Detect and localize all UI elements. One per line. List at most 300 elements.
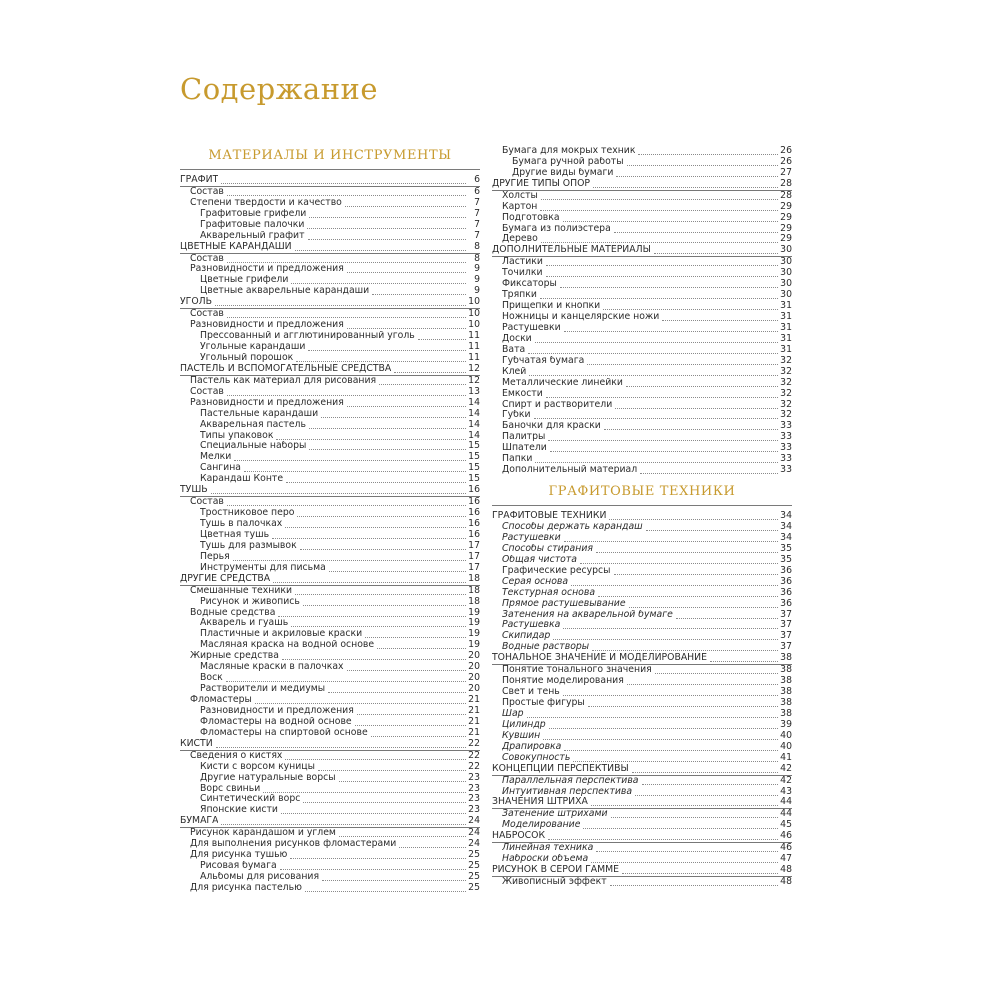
toc-chapter-entry <box>492 764 792 776</box>
toc-entry <box>492 301 792 312</box>
toc-entry-label: НАБРОСОК <box>492 831 546 842</box>
toc-leader-dots <box>614 574 778 575</box>
toc-leader-dots <box>563 628 778 629</box>
toc-leader-dots <box>276 439 466 440</box>
toc-leader-dots <box>227 317 466 318</box>
toc-entry <box>492 610 792 621</box>
toc-leader-dots <box>603 309 778 310</box>
toc-leader-dots <box>549 728 778 729</box>
toc-list-right-a <box>492 146 792 476</box>
toc-entry <box>180 209 480 220</box>
toc-entry <box>180 275 480 286</box>
toc-entry-page: 15 <box>468 473 480 485</box>
toc-leader-dots <box>290 858 466 859</box>
toc-entry-label: Состав <box>190 186 224 197</box>
toc-entry <box>492 742 792 753</box>
toc-entry-page: 19 <box>468 628 480 640</box>
toc-leader-dots <box>371 736 466 737</box>
toc-entry-page: 36 <box>780 564 792 576</box>
toc-entry <box>492 465 792 476</box>
toc-entry-page: 23 <box>468 804 480 816</box>
toc-entry-label: Прямое растушевывание <box>502 598 626 609</box>
toc-entry-page: 11 <box>468 330 480 342</box>
toc-entry-page: 12 <box>468 362 480 374</box>
toc-entry <box>492 854 792 865</box>
toc-entry-page: 25 <box>468 881 480 893</box>
toc-entry <box>492 389 792 400</box>
toc-entry-page: 29 <box>780 211 792 223</box>
toc-entry-label: Понятие моделирования <box>502 676 624 687</box>
toc-entry-page: 19 <box>468 606 480 618</box>
toc-entry-page: 18 <box>468 595 480 607</box>
toc-entry-page: 10 <box>468 296 480 308</box>
toc-entry-label: Другие натуральные ворсы <box>200 772 336 783</box>
toc-entry-label: Прищепки и кнопки <box>502 301 601 312</box>
toc-leader-dots <box>529 375 778 376</box>
toc-entry-label: Сангина <box>200 463 241 474</box>
toc-entry-page: 15 <box>468 462 480 474</box>
toc-entry-page: 41 <box>780 751 792 763</box>
toc-leader-dots <box>662 320 778 321</box>
toc-leader-dots <box>604 429 778 430</box>
toc-entry-page: 43 <box>780 785 792 797</box>
toc-entry <box>180 541 480 552</box>
toc-leader-dots <box>285 527 466 528</box>
toc-entry <box>492 687 792 698</box>
toc-entry-page: 31 <box>780 321 792 333</box>
toc-entry <box>492 334 792 345</box>
toc-leader-dots <box>233 560 466 561</box>
toc-leader-dots <box>541 242 778 243</box>
section-heading-materials: МАТЕРИАЛЫ И ИНСТРУМЕНТЫ <box>180 146 480 170</box>
toc-entry-label: Ножницы и канцелярские ножи <box>502 312 660 323</box>
toc-entry-label: Для рисунка тушью <box>190 850 288 861</box>
toc-chapter-entry <box>180 175 480 187</box>
toc-entry-page: 10 <box>468 319 480 331</box>
toc-entry-page: 8 <box>474 240 480 252</box>
toc-leader-dots <box>211 493 466 494</box>
toc-entry-label: Тростниковое перо <box>200 508 295 519</box>
toc-entry-page: 35 <box>780 542 792 554</box>
toc-leader-dots <box>627 165 778 166</box>
toc-leader-dots <box>638 154 778 155</box>
toc-entry-page: 22 <box>468 737 480 749</box>
toc-leader-dots <box>418 339 466 340</box>
toc-entry <box>180 629 480 640</box>
toc-entry <box>492 443 792 454</box>
toc-entry-page: 16 <box>468 507 480 519</box>
toc-entry-label: Совокупность <box>502 752 571 763</box>
toc-entry <box>492 787 792 798</box>
toc-leader-dots <box>215 305 466 306</box>
toc-entry <box>180 673 480 684</box>
toc-leader-dots <box>655 673 778 674</box>
toc-entry <box>492 378 792 389</box>
toc-entry <box>180 883 480 894</box>
toc-entry-label: Сведения о кистях <box>190 750 283 761</box>
toc-entry-page: 44 <box>780 808 792 820</box>
toc-entry-label: Тушь в палочках <box>200 519 283 530</box>
toc-entry-page: 38 <box>780 686 792 698</box>
toc-entry-label: Альбомы для рисования <box>200 872 320 883</box>
toc-leader-dots <box>548 839 778 840</box>
toc-leader-dots <box>654 253 778 254</box>
toc-entry <box>180 519 480 530</box>
toc-entry-page: 35 <box>780 553 792 565</box>
toc-entry-page: 24 <box>468 815 480 827</box>
toc-entry-page: 32 <box>780 365 792 377</box>
toc-entry-label: УГОЛЬ <box>180 297 213 308</box>
toc-entry <box>180 231 480 242</box>
toc-leader-dots <box>305 891 466 892</box>
toc-entry <box>492 599 792 610</box>
toc-leader-dots <box>592 650 778 651</box>
toc-leader-dots <box>227 195 466 196</box>
toc-entry <box>180 265 480 276</box>
toc-leader-dots <box>365 637 466 638</box>
toc-entry-page: 28 <box>780 177 792 189</box>
toc-chapter-entry <box>492 798 792 810</box>
toc-entry-label: Фломастеры на водной основе <box>200 716 352 727</box>
toc-entry-page: 27 <box>780 166 792 178</box>
toc-entry-page: 37 <box>780 608 792 620</box>
toc-chapter-entry <box>180 242 480 254</box>
toc-entry-label: Рисунок карандашом и углем <box>190 828 336 839</box>
toc-leader-dots <box>234 460 466 461</box>
toc-entry-page: 16 <box>468 518 480 530</box>
toc-entry <box>492 577 792 588</box>
toc-entry <box>180 463 480 474</box>
toc-entry-page: 29 <box>780 233 792 245</box>
toc-entry <box>180 474 480 485</box>
toc-entry <box>180 420 480 431</box>
toc-entry <box>180 608 480 619</box>
toc-entry-page: 20 <box>468 650 480 662</box>
toc-entry-label: Состав <box>190 309 224 320</box>
toc-entry-label: Фиксаторы <box>502 279 557 290</box>
toc-entry <box>180 762 480 773</box>
toc-entry-label: Пластичные и акриловые краски <box>200 629 363 640</box>
toc-entry <box>180 286 480 297</box>
toc-entry-label: КОНЦЕПЦИИ ПЕРСПЕКТИВЫ <box>492 763 629 774</box>
toc-entry-page: 14 <box>468 418 480 430</box>
toc-entry-page: 9 <box>474 285 480 297</box>
toc-entry-label: Параллельная перспектива <box>502 775 639 786</box>
toc-leader-dots <box>616 176 778 177</box>
toc-entry <box>492 588 792 599</box>
toc-entry-page: 47 <box>780 853 792 865</box>
toc-entry <box>180 861 480 872</box>
toc-entry-label: Состав <box>190 386 224 397</box>
toc-leader-dots <box>227 395 466 396</box>
toc-leader-dots <box>394 372 466 373</box>
toc-leader-dots <box>226 681 466 682</box>
toc-leader-dots <box>614 232 778 233</box>
toc-entry-page: 19 <box>468 639 480 651</box>
toc-leader-dots <box>291 283 466 284</box>
toc-leader-dots <box>635 795 778 796</box>
toc-entry <box>180 717 480 728</box>
toc-entry <box>492 621 792 632</box>
toc-leader-dots <box>596 851 778 852</box>
toc-entry <box>492 776 792 787</box>
toc-entry <box>492 290 792 301</box>
toc-entry-page: 32 <box>780 409 792 421</box>
toc-entry-page: 13 <box>468 385 480 397</box>
toc-leader-dots <box>329 571 466 572</box>
toc-entry-label: Драпировка <box>502 741 562 752</box>
toc-entry-page: 32 <box>780 354 792 366</box>
toc-chapter-entry <box>180 574 480 586</box>
toc-entry <box>180 187 480 198</box>
toc-entry-label: Графитовые палочки <box>200 219 305 230</box>
toc-entry-page: 17 <box>468 539 480 551</box>
toc-entry-page: 7 <box>474 196 480 208</box>
toc-entry-label: Мелки <box>200 452 232 463</box>
toc-entry-label: Цветные акварельные карандаши <box>200 286 370 297</box>
toc-entry-label: Угольные карандаши <box>200 342 306 353</box>
toc-leader-dots <box>286 482 466 483</box>
toc-entry <box>492 146 792 157</box>
toc-entry-label: Фломастеры <box>190 695 252 706</box>
toc-entry-page: 14 <box>468 429 480 441</box>
toc-entry-page: 31 <box>780 343 792 355</box>
toc-list-left <box>180 175 480 894</box>
toc-entry <box>180 872 480 883</box>
toc-entry <box>180 728 480 739</box>
toc-entry-label: Бумага для мокрых техник <box>502 145 636 156</box>
toc-leader-dots <box>534 418 778 419</box>
toc-leader-dots <box>339 781 466 782</box>
toc-entry <box>492 454 792 465</box>
toc-leader-dots <box>550 451 778 452</box>
toc-leader-dots <box>591 862 778 863</box>
toc-entry-label: Металлические линейки <box>502 377 623 388</box>
toc-entry-label: ГРАФИТОВЫЕ ТЕХНИКИ <box>492 511 607 522</box>
toc-entry-label: ТУШЬ <box>180 485 208 496</box>
toc-leader-dots <box>596 552 778 553</box>
toc-entry-page: 36 <box>780 575 792 587</box>
toc-entry <box>492 411 792 422</box>
toc-entry-label: Водные растворы <box>502 642 590 653</box>
toc-entry-page: 33 <box>780 442 792 454</box>
toc-entry-page: 15 <box>468 440 480 452</box>
toc-leader-dots <box>580 563 778 564</box>
toc-leader-dots <box>255 703 466 704</box>
toc-entry-label: Синтетический ворс <box>200 794 301 805</box>
toc-chapter-entry <box>492 511 792 522</box>
toc-entry-label: БУМАГА <box>180 816 219 827</box>
toc-entry-page: 39 <box>780 718 792 730</box>
toc-entry-page: 40 <box>780 740 792 752</box>
toc-entry-page: 42 <box>780 774 792 786</box>
toc-entry <box>180 331 480 342</box>
toc-entry-label: Линейная техника <box>502 843 594 854</box>
toc-entry-label: Спирт и растворители <box>502 399 613 410</box>
toc-entry-page: 21 <box>468 704 480 716</box>
toc-entry-label: Разновидности и предложения <box>190 264 344 275</box>
toc-entry <box>492 720 792 731</box>
toc-entry <box>180 695 480 706</box>
toc-entry-page: 32 <box>780 387 792 399</box>
toc-leader-dots <box>564 331 778 332</box>
toc-entry-label: Цилиндр <box>502 719 546 730</box>
toc-entry-label: Холсты <box>502 190 538 201</box>
toc-leader-dots <box>541 199 778 200</box>
toc-entry-label: ЗНАЧЕНИЯ ШТРИХА <box>492 797 588 808</box>
toc-entry-label: Масляные краски в палочках <box>200 662 344 673</box>
toc-entry-label: Папки <box>502 454 533 465</box>
toc-leader-dots <box>587 364 778 365</box>
toc-entry-page: 9 <box>474 263 480 275</box>
toc-leader-dots <box>543 739 778 740</box>
toc-leader-dots <box>295 250 466 251</box>
toc-entry-label: Водные средства <box>190 607 276 618</box>
toc-entry <box>492 665 792 676</box>
page-title: Содержание <box>180 72 379 106</box>
toc-entry-label: Растушевки <box>502 532 561 543</box>
toc-entry <box>492 279 792 290</box>
toc-entry <box>492 566 792 577</box>
toc-entry-page: 30 <box>780 289 792 301</box>
toc-entry-page: 7 <box>474 229 480 241</box>
toc-entry-label: Для выполнения рисунков фломастерами <box>190 839 397 850</box>
toc-entry-page: 42 <box>780 762 792 774</box>
toc-leader-dots <box>295 594 466 595</box>
toc-entry <box>492 367 792 378</box>
toc-entry-page: 36 <box>780 586 792 598</box>
toc-leader-dots <box>307 228 466 229</box>
toc-entry <box>180 552 480 563</box>
toc-entry-label: Карандаш Конте <box>200 474 284 485</box>
toc-leader-dots <box>598 596 778 597</box>
toc-entry-label: Смешанные техники <box>190 585 293 596</box>
toc-entry-label: Дополнительный материал <box>502 465 638 476</box>
toc-entry <box>180 198 480 209</box>
toc-entry-label: Графитовые грифели <box>200 208 307 219</box>
toc-entry-label: Угольный порошок <box>200 352 294 363</box>
toc-entry <box>180 751 480 762</box>
toc-leader-dots <box>282 659 466 660</box>
toc-entry-page: 40 <box>780 729 792 741</box>
toc-leader-dots <box>546 397 778 398</box>
toc-entry-label: ТОНАЛЬНОЕ ЗНАЧЕНИЕ И МОДЕЛИРОВАНИЕ <box>492 653 707 664</box>
toc-entry <box>492 202 792 213</box>
toc-entry-label: Свет и тень <box>502 687 560 698</box>
toc-leader-dots <box>377 648 466 649</box>
section-heading-graphite-techniques: ГРАФИТОВЫЕ ТЕХНИКИ <box>492 482 792 506</box>
toc-entry <box>492 709 792 720</box>
toc-entry-label: РИСУНОК В СЕРОЙ ГАММЕ <box>492 865 620 876</box>
toc-entry-page: 38 <box>780 697 792 709</box>
toc-entry <box>180 706 480 717</box>
toc-entry <box>180 442 480 453</box>
toc-entry <box>492 820 792 831</box>
toc-entry <box>180 684 480 695</box>
toc-entry-page: 48 <box>780 864 792 876</box>
toc-entry-label: Моделирование <box>502 820 581 831</box>
toc-entry-page: 38 <box>780 664 792 676</box>
toc-right-column <box>492 146 792 888</box>
toc-chapter-entry <box>492 831 792 843</box>
toc-leader-dots <box>227 505 466 506</box>
toc-entry-page: 23 <box>468 771 480 783</box>
toc-entry <box>492 877 792 888</box>
toc-entry-label: Ворс свиньи <box>200 783 261 794</box>
toc-entry-label: Разновидности и предложения <box>190 397 344 408</box>
toc-leader-dots <box>564 750 778 751</box>
toc-leader-dots <box>244 471 466 472</box>
toc-chapter-entry <box>180 739 480 751</box>
toc-entry-label: Для рисунка пастелью <box>190 882 302 893</box>
toc-entry-page: 38 <box>780 652 792 664</box>
toc-leader-dots <box>629 607 778 608</box>
toc-entry <box>180 452 480 463</box>
toc-leader-dots <box>227 262 466 263</box>
toc-entry-label: Акварельная пастель <box>200 419 306 430</box>
toc-leader-dots <box>399 847 466 848</box>
toc-entry-label: Шар <box>502 708 524 719</box>
toc-leader-dots <box>527 717 778 718</box>
toc-entry-label: Кисти с ворсом куницы <box>200 761 315 772</box>
toc-entry <box>180 254 480 265</box>
toc-entry-page: 33 <box>780 464 792 476</box>
toc-entry <box>492 555 792 566</box>
toc-chapter-entry <box>492 245 792 257</box>
toc-entry-label: Шпатели <box>502 443 547 454</box>
toc-entry <box>492 400 792 411</box>
toc-entry <box>492 522 792 533</box>
toc-entry <box>180 398 480 409</box>
toc-entry-page: 46 <box>780 842 792 854</box>
toc-entry-page: 38 <box>780 707 792 719</box>
toc-entry <box>492 544 792 555</box>
toc-entry <box>492 191 792 202</box>
toc-entry-label: Баночки для краски <box>502 421 601 432</box>
toc-entry-label: Палитры <box>502 432 546 443</box>
toc-leader-dots <box>273 582 466 583</box>
toc-leader-dots <box>263 792 466 793</box>
toc-entry <box>492 843 792 854</box>
toc-entry-page: 16 <box>468 484 480 496</box>
toc-entry <box>180 431 480 442</box>
toc-entry <box>180 563 480 574</box>
toc-leader-dots <box>564 541 778 542</box>
toc-entry-page: 11 <box>468 351 480 363</box>
toc-entry <box>180 805 480 816</box>
toc-leader-dots <box>309 449 466 450</box>
toc-leader-dots <box>546 276 778 277</box>
toc-leader-dots <box>221 824 466 825</box>
toc-entry-label: Растушевки <box>502 322 561 333</box>
toc-entry-page: 37 <box>780 619 792 631</box>
toc-entry <box>492 345 792 356</box>
toc-entry-page: 24 <box>468 827 480 839</box>
toc-entry-label: ЦВЕТНЫЕ КАРАНДАШИ <box>180 241 292 252</box>
toc-entry-label: Бумага из полиэстера <box>502 223 611 234</box>
toc-entry-page: 25 <box>468 871 480 883</box>
toc-entry <box>492 157 792 168</box>
toc-leader-dots <box>280 869 466 870</box>
toc-leader-dots <box>318 770 466 771</box>
toc-entry-label: Текстурная основа <box>502 587 596 598</box>
toc-entry-label: Интуитивная перспектива <box>502 786 633 797</box>
toc-entry <box>180 409 480 420</box>
toc-chapter-entry <box>180 364 480 376</box>
toc-entry-page: 30 <box>780 256 792 268</box>
toc-leader-dots <box>591 805 778 806</box>
toc-chapter-entry <box>492 865 792 877</box>
